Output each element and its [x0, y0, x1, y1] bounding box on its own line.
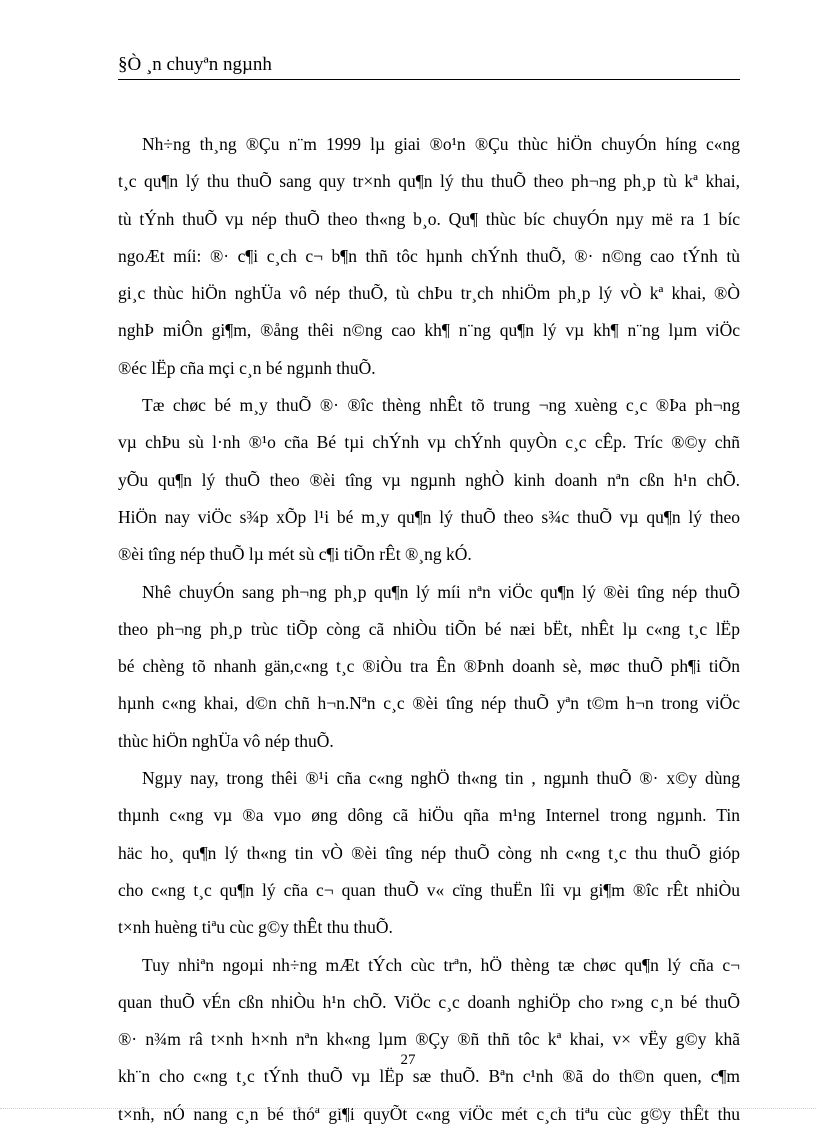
- text-line: t×nh huèng tiªu cùc g©y thÊt thu thuÕ.: [118, 917, 393, 938]
- text-line: Tæ chøc bé m¸y thuÕ ®· ®îc thèng nhÊt tõ trung ¬ng xuèng c¸c ®Þa ph¬ng: [142, 395, 740, 416]
- text-line: kh¨n cho c«ng t¸c tÝnh thuÕ vµ lËp sæ thuÕ. Bªn c¹nh ®ã do th©n quen, c¶m: [118, 1066, 740, 1087]
- text-line: Nh÷ng th¸ng ®Çu n¨m 1999 lµ giai ®o¹n ®Çu thùc hiÖn chuyÓn híng c«ng: [142, 134, 740, 154]
- text-line: häc ho¸ qu¶n lý th«ng tin vÒ ®èi tîng nép thuÕ còng nh c«ng t¸c thu thuÕ gióp: [118, 842, 740, 863]
- text-line: nghÞ miÔn gi¶m, ®ång thêi n©ng cao kh¶ n¨ng qu¶n lý vµ kh¶ n¨ng lµm viÖc: [118, 320, 740, 341]
- text-line: ®éc lËp cña mçi c¸n bé ngµnh thuÕ.: [118, 357, 376, 378]
- text-line: tù tÝnh thuÕ vµ nép thuÕ theo th«ng b¸o. Qu¶ thùc bíc chuyÓn nµy më ra 1 bíc: [118, 208, 740, 229]
- page-bottom-border: [0, 1108, 816, 1109]
- text-line: Nhê chuyÓn sang ph¬ng ph¸p qu¶n lý míi nªn viÖc qu¶n lý ®èi tîng nép thuÕ: [142, 581, 740, 602]
- body-text: [118, 126, 740, 1133]
- header-title: §Ò ¸n chuyªn ngµnh: [118, 54, 272, 75]
- text-line: bé chèng tõ nhanh gän,c«ng t¸c ®iÒu tra Ên ®Þnh doanh sè, møc thuÕ ph¶i tiÕn: [118, 656, 740, 677]
- text-line: quan thuÕ vÉn cßn nhiÒu h¹n chÕ. ViÖc c¸c doanh nghiÖp cho r»ng c¸n bé thuÕ: [118, 991, 740, 1012]
- text-line: Tuy nhiªn ngoµi nh÷ng mÆt tÝch cùc trªn, hÖ thèng tæ chøc qu¶n lý cña c¬: [142, 954, 740, 975]
- text-line: t×nh, nÓ nang c¸n bé thóª gi¶i quyÕt c«ng viÖc mét c¸ch tiªu cùc g©y thÊt thu: [118, 1103, 740, 1124]
- text-line: vµ chÞu sù l·nh ®¹o cña Bé tµi chÝnh vµ chÝnh quyÒn c¸c cÊp. Tríc ®©y chñ: [118, 432, 740, 453]
- text-line: ngoÆt míi: ®· c¶i c¸ch c¬ b¶n thñ tôc hµnh chÝnh thuÕ, ®· n©ng cao tÝnh tù: [118, 245, 740, 266]
- text-line: cho c«ng t¸c qu¶n lý cña c¬ quan thuÕ v« cïng thuËn lîi vµ gi¶m ®îc rÊt nhiÒu: [118, 879, 740, 900]
- text-line: thµnh c«ng vµ ®a vµo øng dông cã hiÖu qña m¹ng Internel trong ngµnh. Tin: [118, 805, 740, 826]
- text-line: t¸c qu¶n lý thu thuÕ sang quy tr×nh qu¶n lý thu thuÕ theo ph¬ng ph¸p tù kª khai,: [118, 171, 740, 192]
- text-line: Ngµy nay, trong thêi ®¹i cña c«ng nghÖ th«ng tin , ngµnh thuÕ ®· x©y dùng: [142, 768, 740, 789]
- text-line: hµnh c«ng khai, d©n chñ h¬n.Nªn c¸c ®èi tîng nép thuÕ yªn t©m h¬n trong viÖc: [118, 693, 740, 714]
- page-number: 27: [400, 1052, 416, 1068]
- text-line: ®· n¾m râ t×nh h×nh nªn kh«ng lµm ®Çy ®ñ thñ tôc kª khai, v× vËy g©y khã: [118, 1029, 740, 1050]
- text-line: gi¸c thùc hiÖn nghÜa vô nép thuÕ, tù chÞu tr¸ch nhiÖm ph¸p lý vÒ kª khai, ®Ò: [118, 283, 740, 304]
- text-line: ®èi tîng nép thuÕ lµ mét sù c¶i tiÕn rÊt ®¸ng kÓ.: [118, 544, 472, 565]
- text-line: theo ph¬ng ph¸p trùc tiÕp còng cã nhiÒu tiÕn bé næi bËt, nhÊt lµ c«ng t¸c lËp: [118, 618, 740, 639]
- page-header: [118, 52, 740, 80]
- text-line: thùc hiÖn nghÜa vô nép thuÕ.: [118, 730, 334, 751]
- text-line: HiÖn nay viÖc s¾p xÕp l¹i bé m¸y qu¶n lý thuÕ theo s¾c thuÕ vµ qu¶n lý theo: [118, 506, 740, 527]
- text-line: yÕu qu¶n lý thuÕ theo ®èi tîng vµ ngµnh nghÒ kinh doanh nªn cßn h¹n chÕ.: [118, 469, 740, 490]
